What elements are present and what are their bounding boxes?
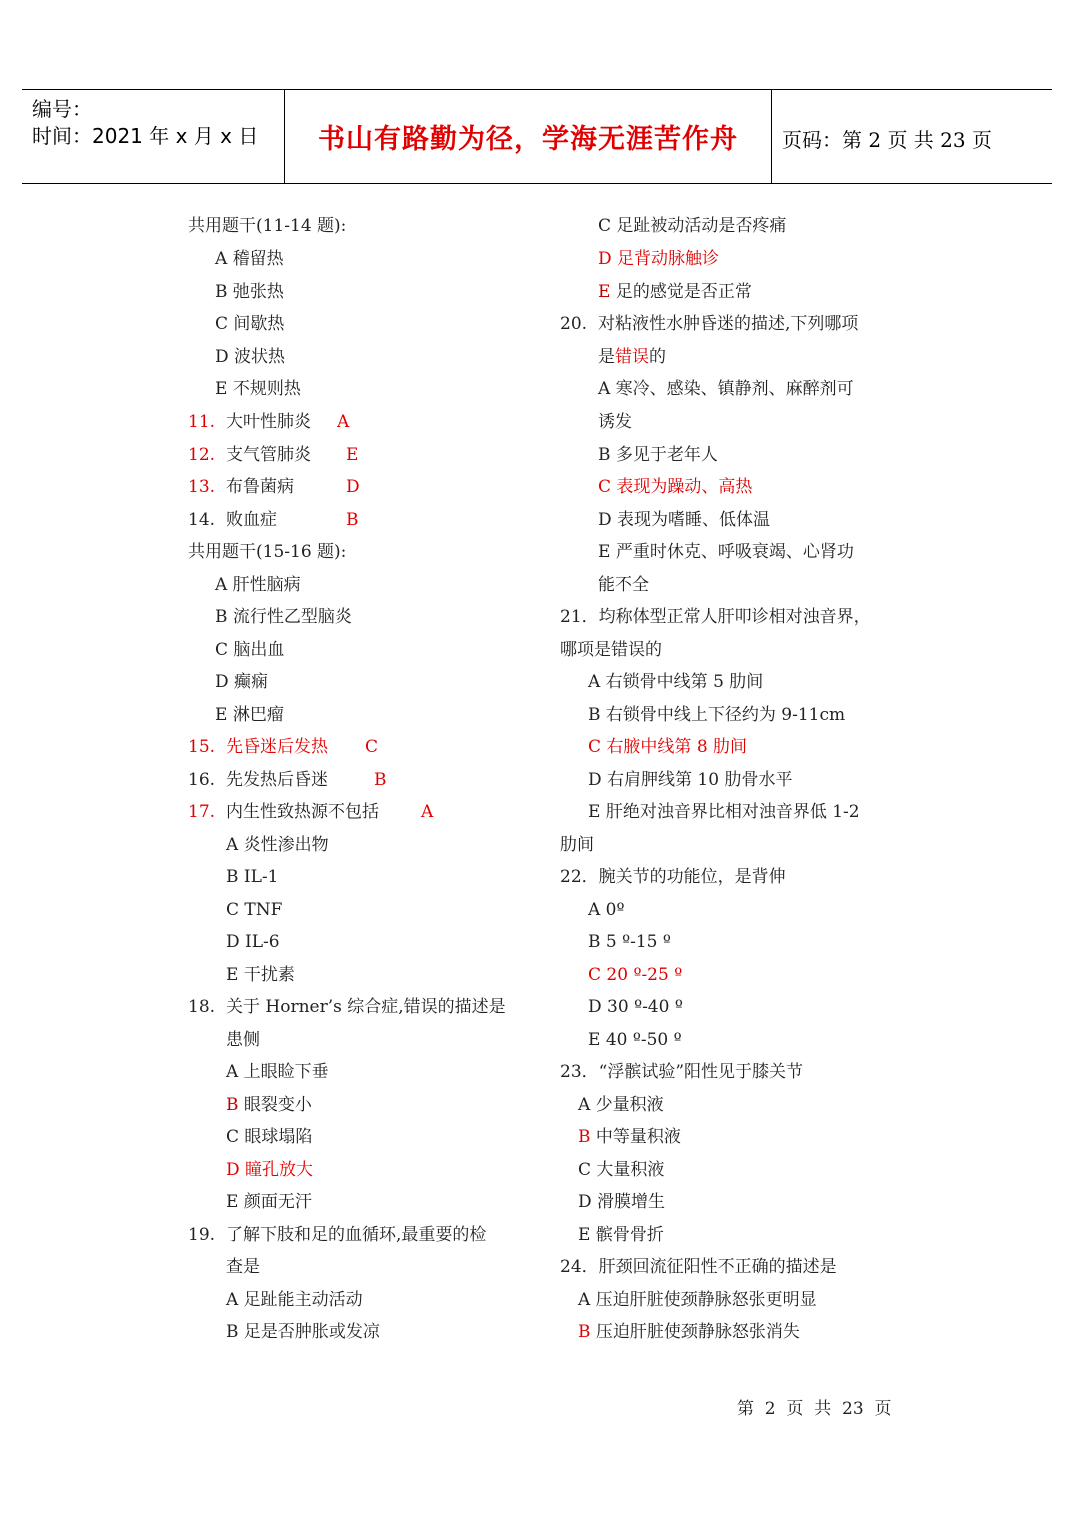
question-text: 23．“浮髌试验”阳性见于膝关节 <box>560 1062 804 1082</box>
option: B 弛张热 <box>215 282 284 302</box>
option: D 表现为嗜睡、低体温 <box>598 510 771 530</box>
option <box>226 1095 312 1115</box>
option: A 压迫肝脏使颈静脉怒张更明显 <box>578 1290 817 1310</box>
option: A 足趾能主动活动 <box>226 1290 363 1310</box>
option <box>598 282 752 302</box>
option-letter: B <box>578 1127 591 1147</box>
answer-key: A <box>421 802 434 822</box>
question-number: 20. <box>560 314 588 334</box>
question-number: 14. <box>188 510 216 530</box>
option: C 眼球塌陷 <box>226 1127 313 1147</box>
option: C 表现为躁动、高热 <box>598 477 753 497</box>
header-motto: 书山有路勤为径，学海无涯苦作舟 <box>285 90 772 183</box>
question-text: 24．肝颈回流征阳性不正确的描述是 <box>560 1257 837 1277</box>
option: B 足是否肿胀或发凉 <box>226 1322 380 1342</box>
option: B IL-1 <box>226 867 279 887</box>
shared-stem-11-14: 共用题干(11-14 题): <box>188 216 347 236</box>
option: E 不规则热 <box>215 379 301 399</box>
shared-stem-15-16: 共用题干(15-16 题): <box>188 542 347 562</box>
time-label: 时间：2021 年 x 月 x 日 <box>32 124 259 148</box>
answer-key: B <box>374 770 387 790</box>
option-letter: D <box>226 1160 240 1180</box>
question-text: 先昏迷后发热 <box>226 737 328 757</box>
option-letter: D <box>598 249 612 269</box>
option: B 流行性乙型脑炎 <box>215 607 352 627</box>
option: A 少量积液 <box>578 1095 664 1115</box>
option-letter: E <box>598 282 611 302</box>
option: D 滑膜增生 <box>578 1192 666 1212</box>
option-cont: 能不全 <box>598 575 649 595</box>
option-text: 压迫肝脏使颈静脉怒张消失 <box>595 1322 800 1342</box>
option: C 脑出血 <box>215 640 285 660</box>
option <box>598 249 719 269</box>
answer-key: D <box>346 477 360 497</box>
option: A 上眼睑下垂 <box>226 1062 329 1082</box>
option: E 严重时休克、呼吸衰竭、心肾功 <box>598 542 854 562</box>
question-text: 关于 Horner’s 综合症,错误的描述是 <box>226 997 506 1017</box>
option-text: 眼裂变小 <box>243 1095 312 1115</box>
option-text: 瞳孔放大 <box>245 1160 314 1180</box>
question-number: 17. <box>188 802 216 822</box>
question-text: 先发热后昏迷 <box>226 770 328 790</box>
option: E 40 º-50 º <box>588 1030 682 1050</box>
option-text: 足背动脉触诊 <box>617 249 720 269</box>
question-text: 22．腕关节的功能位，是背伸 <box>560 867 786 887</box>
question-text: 败血症 <box>226 510 277 530</box>
option: D 30 º-40 º <box>588 997 683 1017</box>
question-text: 大叶性肺炎 <box>226 412 311 432</box>
option: A 肝性脑病 <box>215 575 301 595</box>
option: E 髌骨骨折 <box>578 1225 664 1245</box>
option: C 右腋中线第 8 肋间 <box>588 737 748 757</box>
option: B 5 º-15 º <box>588 932 671 952</box>
answer-key: E <box>346 445 359 465</box>
highlight-error: 错误 <box>615 347 649 367</box>
header-page-label: 页码：第 2 页 共 23 页 <box>782 128 992 152</box>
option: A 稽留热 <box>215 249 284 269</box>
option: E 肝绝对浊音界比相对浊音界低 1-2 <box>588 802 860 822</box>
option: B 多见于老年人 <box>598 445 718 465</box>
option <box>578 1127 681 1147</box>
question-text: 了解下肢和足的血循环,最重要的检 <box>226 1225 487 1245</box>
option: A 寒冷、感染、镇静剂、麻醉剂可 <box>598 379 854 399</box>
option-cont: 肋间 <box>560 835 594 855</box>
question-number: 15. <box>188 737 216 757</box>
page-header <box>22 89 1052 184</box>
number-label: 编号： <box>32 97 92 121</box>
question-text-cont: 查是 <box>226 1257 260 1277</box>
answer-key: A <box>337 412 350 432</box>
option <box>226 1160 313 1180</box>
question-number: 19. <box>188 1225 216 1245</box>
option: A 炎性渗出物 <box>226 835 329 855</box>
option: E 干扰素 <box>226 965 295 985</box>
page-footer: 第 2 页 共 23 页 <box>737 1399 892 1419</box>
option: A 右锁骨中线第 5 肋间 <box>588 672 764 692</box>
question-text: 对粘液性水肿昏迷的描述,下列哪项 <box>598 314 859 334</box>
question-number: 13. <box>188 477 216 497</box>
option: E 颜面无汗 <box>226 1192 312 1212</box>
option: C 足趾被动活动是否疼痛 <box>598 216 787 236</box>
option-text: 中等量积液 <box>595 1127 681 1147</box>
option: B 右锁骨中线上下径约为 9-11cm <box>588 705 846 725</box>
question-text: 支气管肺炎 <box>226 445 311 465</box>
question-number: 16. <box>188 770 216 790</box>
option: D IL-6 <box>226 932 280 952</box>
header-meta <box>22 90 285 183</box>
option: C 大量积液 <box>578 1160 665 1180</box>
option <box>578 1322 800 1342</box>
option-text: 足的感觉是否正常 <box>615 282 752 302</box>
question-text-cont: 哪项是错误的 <box>560 640 662 660</box>
question-text-cont: 是错误的 <box>598 347 666 367</box>
question-number: 12. <box>188 445 216 465</box>
option-cont: 诱发 <box>598 412 632 432</box>
option: D 波状热 <box>215 347 286 367</box>
question-number: 18. <box>188 997 216 1017</box>
option-letter: B <box>578 1322 591 1342</box>
question-number: 11. <box>188 412 216 432</box>
question-text-cont: 患侧 <box>226 1030 260 1050</box>
option: D 右肩胛线第 10 肋骨水平 <box>588 770 793 790</box>
answer-key: B <box>346 510 359 530</box>
option: C 20 º-25 º <box>588 965 683 985</box>
question-text: 内生性致热源不包括 <box>226 802 379 822</box>
option: E 淋巴瘤 <box>215 705 284 725</box>
option: A 0º <box>588 900 625 920</box>
option-letter: B <box>226 1095 239 1115</box>
option: C 间歇热 <box>215 314 285 334</box>
question-text: 21．均称体型正常人肝叩诊相对浊音界， <box>560 607 871 627</box>
option: C TNF <box>226 900 283 920</box>
option: D 癫痫 <box>215 672 269 692</box>
answer-key: C <box>365 737 379 757</box>
question-text: 布鲁菌病 <box>226 477 294 497</box>
